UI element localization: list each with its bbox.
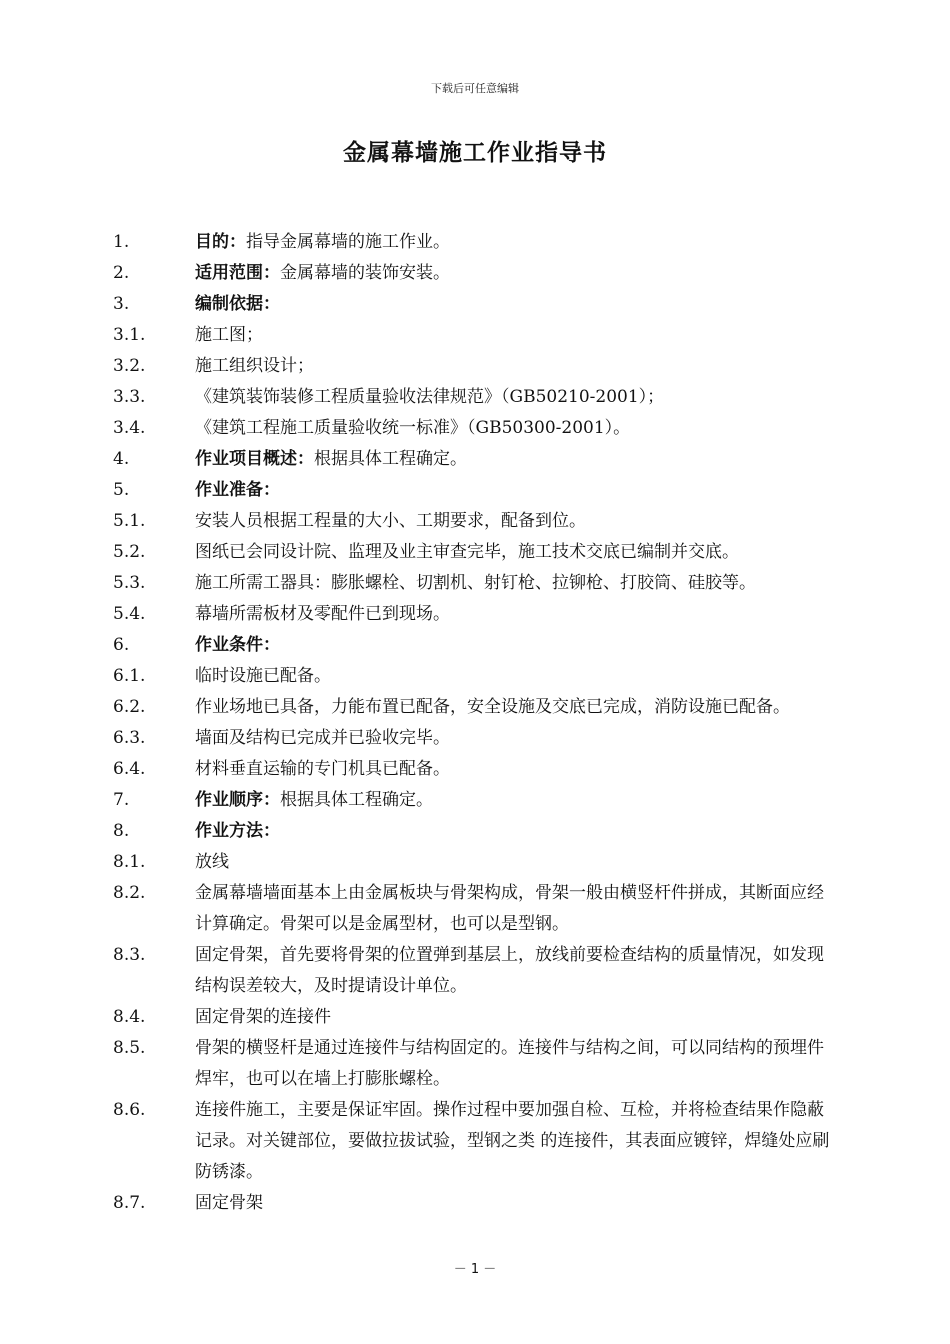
item-number: 6.2. <box>113 697 146 717</box>
page-number: － 1 － <box>453 1262 497 1277</box>
list-item <box>0 847 950 878</box>
item-number: 5.1. <box>113 511 146 531</box>
item-number: 8.7. <box>113 1193 146 1213</box>
document-title: 金属幕墙施工作业指导书 <box>343 139 607 166</box>
list-item <box>0 940 950 1002</box>
list-item <box>0 1188 950 1219</box>
item-number: 8.4. <box>113 1007 146 1027</box>
item-number: 8.6. <box>113 1100 146 1120</box>
list-item <box>0 1033 950 1095</box>
item-list <box>0 227 950 1219</box>
item-number: 8.3. <box>113 945 146 965</box>
list-item <box>0 1002 950 1033</box>
list-item <box>0 506 950 537</box>
list-item <box>0 661 950 692</box>
item-number: 5.2. <box>113 542 146 562</box>
item-text: 固定骨架，首先要将骨架的位置弹到基层上，放线前要检查结构的质量情况，如发现结构误差较大，及时提请设计单位。 <box>195 945 824 996</box>
list-item <box>0 320 950 351</box>
item-text: 根据具体工程确定。 <box>314 449 467 469</box>
item-text: 金属幕墙墙面基本上由金属板块与骨架构成，骨架一般由横竖杆件拼成，其断面应经计算确定。骨架可以是金属型材，也可以是型钢。 <box>195 883 824 934</box>
list-item <box>0 630 950 661</box>
item-text: 指导金属幕墙的施工作业。 <box>246 232 450 252</box>
item-number: 6.1. <box>113 666 146 686</box>
item-number: 3.4. <box>113 418 146 438</box>
list-item <box>0 537 950 568</box>
item-number: 8. <box>113 821 130 841</box>
list-item <box>0 568 950 599</box>
list-item <box>0 816 950 847</box>
header-note: 下载后可任意编辑 <box>431 82 519 95</box>
item-text: 《建筑装饰装修工程质量验收法律规范》（GB50210-2001）； <box>195 387 665 407</box>
item-heading: 作业顺序： <box>195 790 280 810</box>
list-item <box>0 723 950 754</box>
item-number: 6. <box>113 635 130 655</box>
list-item <box>0 382 950 413</box>
item-number: 6.3. <box>113 728 146 748</box>
item-heading: 目的： <box>195 232 246 252</box>
item-text: 施工图； <box>195 325 263 345</box>
item-number: 5.3. <box>113 573 146 593</box>
item-text: 放线 <box>195 852 229 872</box>
item-text: 根据具体工程确定。 <box>280 790 433 810</box>
item-heading: 作业方法： <box>195 821 280 841</box>
item-number: 5. <box>113 480 130 500</box>
item-number: 4. <box>113 449 130 469</box>
item-heading: 作业项目概述： <box>195 449 314 469</box>
list-item <box>0 1095 950 1188</box>
item-text: 连接件施工，主要是保证牢固。操作过程中要加强自检、互检，并将检查结果作隐蔽记录。对关键部位，要做拉拔试验，型钢之类 的连接件，其表面应镀锌，焊缝处应刷防锈漆。 <box>195 1100 830 1182</box>
item-text: 《建筑工程施工质量验收统一标准》（GB50300-2001）。 <box>195 418 631 438</box>
list-item <box>0 692 950 723</box>
item-number: 5.4. <box>113 604 146 624</box>
item-number: 8.5. <box>113 1038 146 1058</box>
item-number: 6.4. <box>113 759 146 779</box>
item-heading: 作业准备： <box>195 480 280 500</box>
item-text: 幕墙所需板材及零配件已到现场。 <box>195 604 450 624</box>
item-number: 8.1. <box>113 852 146 872</box>
item-number: 3.1. <box>113 325 146 345</box>
item-number: 3. <box>113 294 130 314</box>
list-item <box>0 785 950 816</box>
item-heading: 适用范围： <box>195 263 280 283</box>
list-item <box>0 878 950 940</box>
item-number: 8.2. <box>113 883 146 903</box>
list-item <box>0 413 950 444</box>
list-item <box>0 444 950 475</box>
list-item <box>0 351 950 382</box>
item-text: 金属幕墙的装饰安装。 <box>280 263 450 283</box>
item-text: 作业场地已具备，力能布置已配备，安全设施及交底已完成，消防设施已配备。 <box>195 697 790 717</box>
item-text: 施工所需工器具：膨胀螺栓、切割机、射钉枪、拉铆枪、打胶筒、硅胶等。 <box>195 573 756 593</box>
item-number: 1. <box>113 232 130 252</box>
list-item <box>0 227 950 258</box>
list-item <box>0 754 950 785</box>
item-text: 施工组织设计； <box>195 356 314 376</box>
item-heading: 编制依据： <box>195 294 280 314</box>
item-text: 材料垂直运输的专门机具已配备。 <box>195 759 450 779</box>
item-text: 墙面及结构已完成并已验收完毕。 <box>195 728 450 748</box>
list-item <box>0 599 950 630</box>
item-text: 固定骨架的连接件 <box>195 1007 331 1027</box>
item-heading: 作业条件： <box>195 635 280 655</box>
item-text: 图纸已会同设计院、监理及业主审查完毕，施工技术交底已编制并交底。 <box>195 542 739 562</box>
item-text: 固定骨架 <box>195 1193 263 1213</box>
item-text: 临时设施已配备。 <box>195 666 331 686</box>
list-item <box>0 475 950 506</box>
list-item <box>0 289 950 320</box>
item-number: 7. <box>113 790 130 810</box>
list-item <box>0 258 950 289</box>
item-text: 骨架的横竖杆是通过连接件与结构固定的。连接件与结构之间，可以同结构的预埋件焊牢，也可以在墙上打膨胀螺栓。 <box>195 1038 824 1089</box>
item-number: 3.3. <box>113 387 146 407</box>
item-number: 3.2. <box>113 356 146 376</box>
item-text: 安装人员根据工程量的大小、工期要求，配备到位。 <box>195 511 586 531</box>
item-number: 2. <box>113 263 130 283</box>
